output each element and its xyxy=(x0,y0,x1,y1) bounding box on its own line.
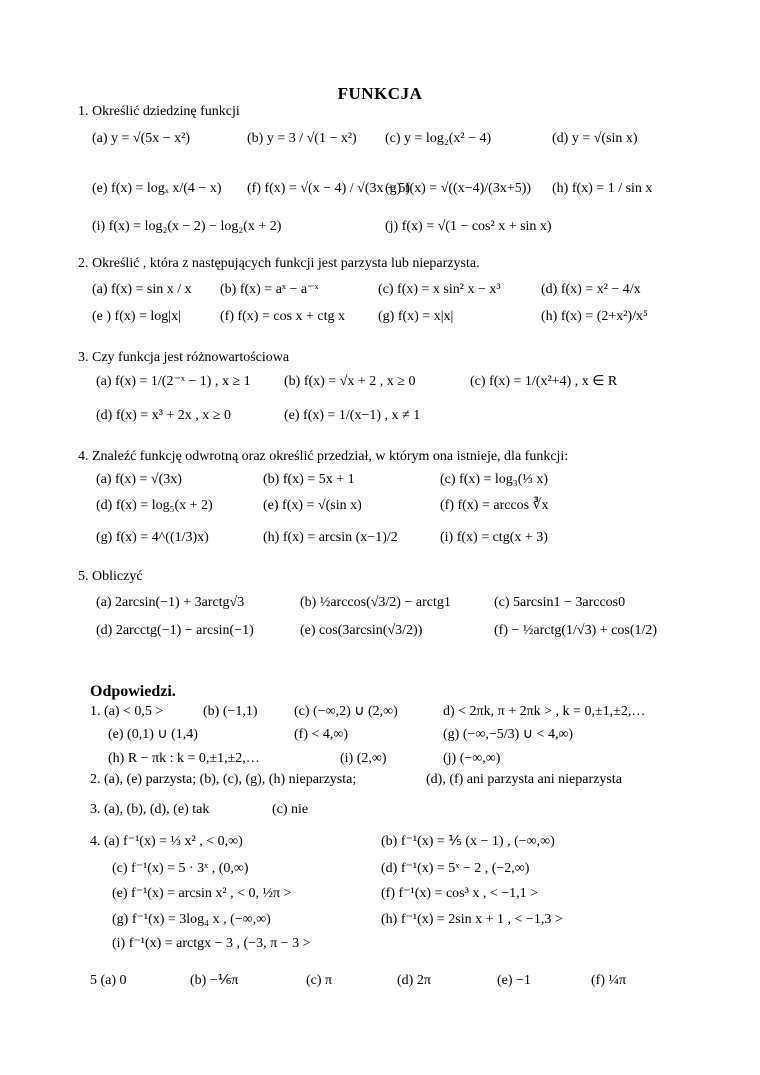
exercise-item: (a) f(x) = 1/(2⁻ˣ − 1) , x ≥ 1 xyxy=(96,374,251,389)
exercise-item: (g) f(x) = x|x| xyxy=(378,309,454,324)
answer-item: (b) −⅙π xyxy=(190,973,239,988)
exercise-item: (b) f(x) = √x + 2 , x ≥ 0 xyxy=(284,374,416,389)
exercise-item: (h) f(x) = 1 / sin x xyxy=(552,181,653,196)
answer-item: (i) f⁻¹(x) = arctgx − 3 , (−3, π − 3 > xyxy=(112,936,311,951)
section-3-heading: 3. Czy funkcja jest różnowartościowa xyxy=(78,350,290,365)
exercise-item: (a) y = √(5x − x²) xyxy=(92,131,191,146)
exercise-item: (c) 5arcsin1 − 3arccos0 xyxy=(494,595,626,610)
section-5-heading: 5. Obliczyć xyxy=(78,569,143,584)
exercise-item: (f) f(x) = √(x − 4) / √(3x + 5) xyxy=(247,181,411,196)
exercise-item: (b) f(x) = aˣ − a⁻ˣ xyxy=(220,282,319,297)
exercise-item: (e) f(x) = √(sin x) xyxy=(263,498,362,513)
exercise-item: (d) 2arcctg(−1) − arcsin(−1) xyxy=(96,623,254,638)
exercise-item: (j) f(x) = √(1 − cos² x + sin x) xyxy=(385,219,552,234)
exercise-item: (g) f(x) = √((x−4)/(3x+5)) xyxy=(385,181,532,196)
exercise-item: (c) f(x) = log₃(⅓ x) xyxy=(440,472,549,487)
answer-item: (h) R − πk : k = 0,±1,±2,… xyxy=(108,751,260,766)
answer-item: (c) (−∞,2) ∪ (2,∞) xyxy=(294,704,398,719)
answer-item: (g) f⁻¹(x) = 3log₄ x , (−∞,∞) xyxy=(112,912,271,927)
answer-item: (c) π xyxy=(306,973,333,988)
answer-item: (b) (−1,1) xyxy=(203,704,258,719)
answers-heading: Odpowiedzi. xyxy=(90,683,176,700)
answer-item: (d) 2π xyxy=(397,973,431,988)
answer-item: 3. (a), (b), (d), (e) tak xyxy=(90,802,210,817)
answer-item: (c) nie xyxy=(272,802,309,817)
answer-item: 1. (a) < 0,5 > xyxy=(90,704,164,719)
answer-item: (f) ¼π xyxy=(591,973,627,988)
answer-item: (e) f⁻¹(x) = arcsin x² , < 0, ½π > xyxy=(112,886,292,901)
exercise-item: (e ) f(x) = log|x| xyxy=(92,309,181,324)
answer-item: (g) (−∞,−5/3) ∪ < 4,∞) xyxy=(443,727,574,742)
exercise-item: (i) f(x) = log₂(x − 2) − log₂(x + 2) xyxy=(92,219,282,234)
answer-item: d) < 2πk, π + 2πk > , k = 0,±1,±2,… xyxy=(443,704,646,719)
answer-item: 4. (a) f⁻¹(x) = ⅓ x² , < 0,∞) xyxy=(90,834,243,849)
section-4-heading: 4. Znaleźć funkcję odwrotną oraz określić przedział, w którym ona istnieje, dla funkcji: xyxy=(78,449,569,464)
section-2-heading: 2. Określić , która z następujących funkcji jest parzysta lub nieparzysta. xyxy=(78,256,480,271)
exercise-item: (a) f(x) = √(3x) xyxy=(96,472,182,487)
exercise-item: (d) f(x) = log₅(x + 2) xyxy=(96,498,213,513)
exercise-item: (g) f(x) = 4^((1/3)x) xyxy=(96,530,209,545)
exercise-item: (e) f(x) = 1/(x−1) , x ≠ 1 xyxy=(284,408,421,423)
exercise-item: (e) f(x) = logₓ x/(4 − x) xyxy=(92,181,222,196)
answer-item: (c) f⁻¹(x) = 5 · 3ˣ , (0,∞) xyxy=(112,861,249,876)
exercise-item: (e) cos(3arcsin(√3/2)) xyxy=(300,623,423,638)
exercise-item: (d) f(x) = x³ + 2x , x ≥ 0 xyxy=(96,408,231,423)
exercise-item: (c) f(x) = x sin² x − x³ xyxy=(378,282,501,297)
exercise-item: (a) f(x) = sin x / x xyxy=(92,282,192,297)
exercise-item: (f) f(x) = cos x + ctg x xyxy=(220,309,346,324)
answer-item: (h) f⁻¹(x) = 2sin x + 1 , < −1,3 > xyxy=(381,912,563,927)
answer-item: (d), (f) ani parzysta ani nieparzysta xyxy=(426,772,622,787)
exercise-item: (a) 2arcsin(−1) + 3arctg√3 xyxy=(96,595,245,610)
answer-item: (d) f⁻¹(x) = 5ˣ − 2 , (−2,∞) xyxy=(381,861,530,876)
answer-item: (e) (0,1) ∪ (1,4) xyxy=(108,727,198,742)
answer-item: (f) f⁻¹(x) = cos³ x , < −1,1 > xyxy=(381,886,539,901)
exercise-item: (d) y = √(sin x) xyxy=(552,131,638,146)
answer-item: (i) (2,∞) xyxy=(340,751,387,766)
exercise-item: (f) f(x) = arccos ∛x xyxy=(440,498,549,513)
answer-item: (j) (−∞,∞) xyxy=(443,751,501,766)
exercise-item: (f) − ½arctg(1/√3) + cos(1/2) xyxy=(494,623,658,638)
section-1-heading: 1. Określić dziedzinę funkcji xyxy=(78,104,240,119)
exercise-item: (b) y = 3 / √(1 − x²) xyxy=(247,131,357,146)
answer-item: 5 (a) 0 xyxy=(90,973,127,988)
exercise-item: (c) f(x) = 1/(x²+4) , x ∈ R xyxy=(470,374,618,389)
exercise-item: (h) f(x) = arcsin (x−1)/2 xyxy=(263,530,398,545)
exercise-item: (h) f(x) = (2+x²)/x⁵ xyxy=(541,309,648,324)
exercise-item: (i) f(x) = ctg(x + 3) xyxy=(440,530,548,545)
answer-item: (b) f⁻¹(x) = ⅕ (x − 1) , (−∞,∞) xyxy=(381,834,555,849)
page-title: FUNKCJA xyxy=(337,84,423,103)
exercise-item: (c) y = log₂(x² − 4) xyxy=(385,131,492,146)
answer-item: (e) −1 xyxy=(497,973,531,988)
exercise-item: (b) f(x) = 5x + 1 xyxy=(263,472,355,487)
answer-item: (f) < 4,∞) xyxy=(294,727,349,742)
exercise-item: (b) ½arccos(√3/2) − arctg1 xyxy=(300,595,451,610)
exercise-item: (d) f(x) = x² − 4/x xyxy=(541,282,641,297)
answer-item: 2. (a), (e) parzysta; (b), (c), (g), (h) nieparzysta; xyxy=(90,772,357,787)
